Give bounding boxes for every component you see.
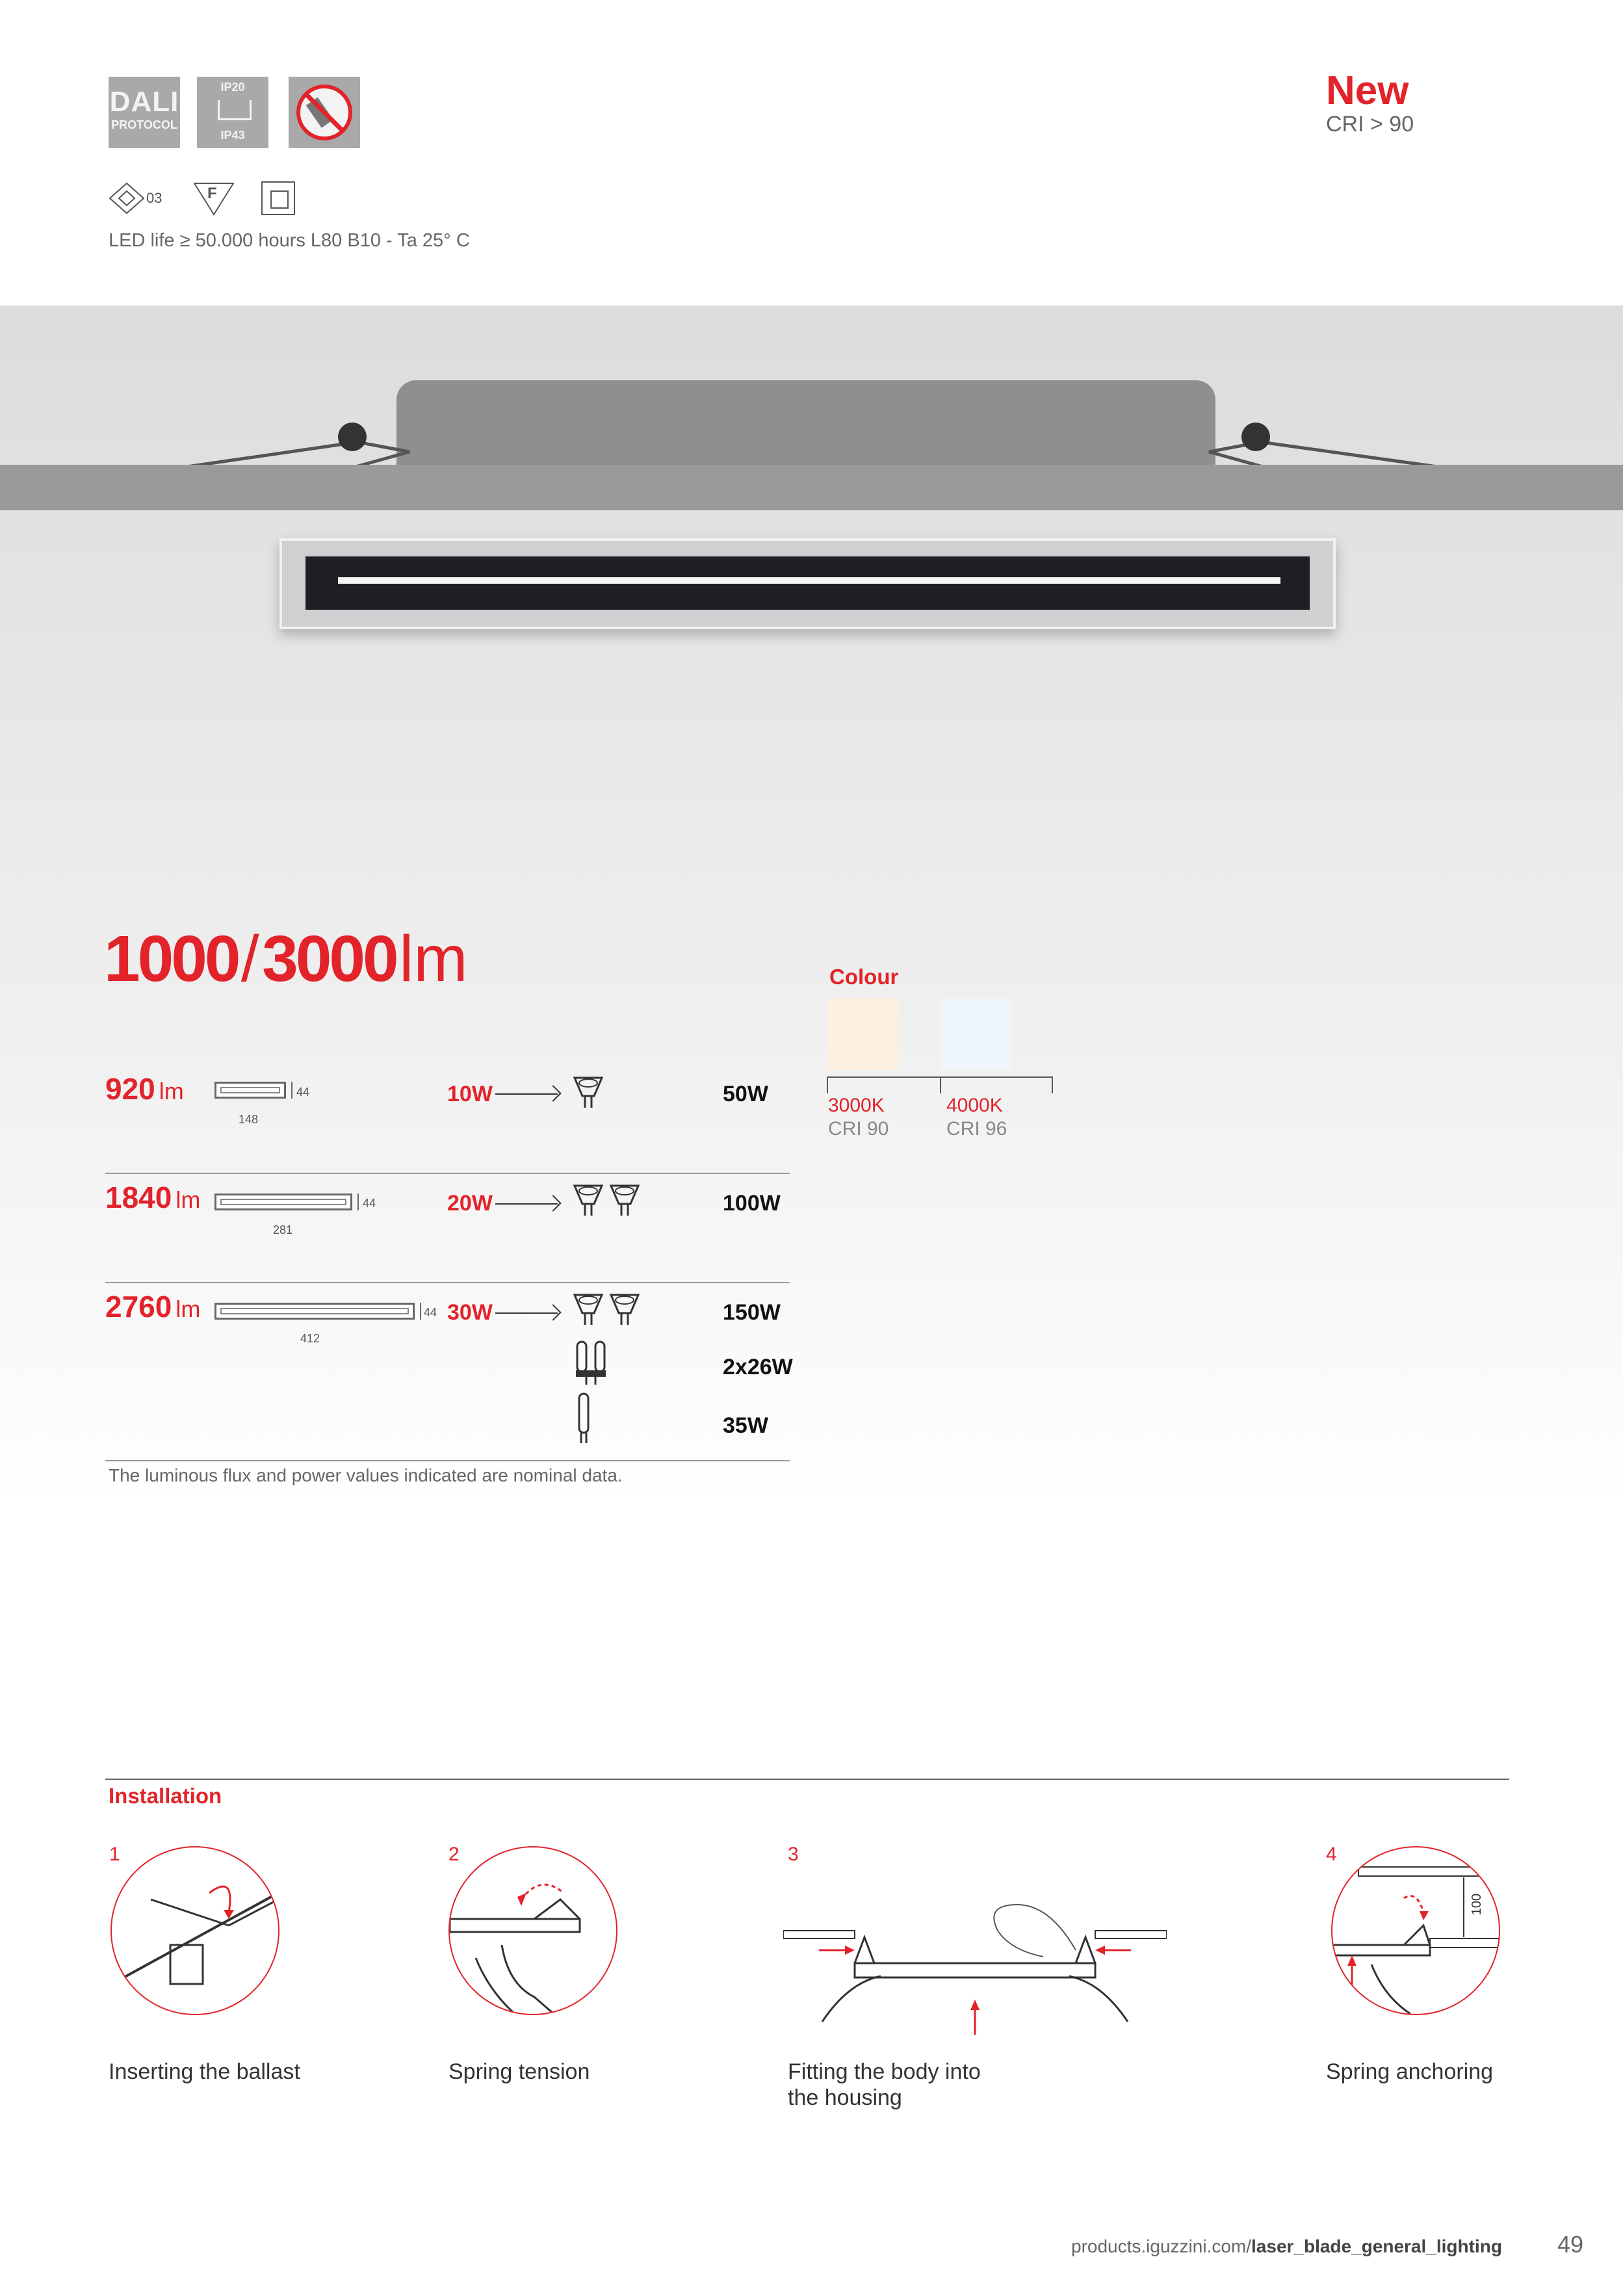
inner-square	[270, 190, 289, 209]
step4-label: Spring anchoring	[1326, 2059, 1494, 2084]
row3-height-tick	[420, 1303, 421, 1320]
row1-power: 10W	[447, 1082, 493, 1106]
lumen-low: 1000	[104, 922, 239, 995]
enec-number: 03	[146, 190, 162, 206]
step1-illustration	[110, 1846, 279, 2015]
temp-3000k: 3000K	[828, 1095, 885, 1116]
row1-lumen-unit: lm	[159, 1078, 184, 1104]
dali-protocol-text: PROTOCOL	[111, 118, 177, 131]
ceiling-section	[0, 465, 1623, 510]
row-divider-2	[105, 1282, 790, 1283]
swatch-4000k	[940, 998, 1011, 1070]
row2-dimension-drawing	[214, 1194, 352, 1210]
step4-dimension: 100	[1470, 1893, 1485, 1916]
enec-icon	[107, 181, 172, 216]
step3-label-line1: Fitting the body into	[788, 2059, 981, 2084]
row2-power: 20W	[447, 1191, 493, 1216]
row1-arrow	[495, 1093, 558, 1095]
cri-3000k: CRI 90	[828, 1118, 889, 1140]
ballast-insert-icon	[112, 1847, 278, 2014]
led-life-text: LED life ≥ 50.000 hours L80 B10 - Ta 25° C	[109, 230, 470, 251]
lumen-range	[104, 922, 468, 997]
row3-length: 412	[300, 1332, 320, 1345]
row2-equivalent: 100W	[723, 1191, 781, 1216]
ip-rating-badge	[197, 77, 268, 148]
row2-lumen-unit: lm	[175, 1186, 201, 1213]
row3-lumen-unit: lm	[175, 1296, 201, 1322]
row2-height-tick	[357, 1194, 359, 1210]
ip20-text: IP20	[220, 81, 245, 94]
footer-url[interactable]	[1071, 2236, 1502, 2257]
ip43-text: IP43	[220, 129, 245, 142]
spring-tension-icon	[450, 1847, 616, 2014]
row1-height-tick	[291, 1082, 292, 1099]
row2-lumen	[105, 1180, 200, 1215]
luminaire-icon	[218, 100, 252, 120]
row3-dimension-drawing	[214, 1303, 415, 1320]
swatch-3000k	[827, 998, 898, 1070]
row2-spotlamp-icons	[572, 1182, 643, 1221]
step1-number: 1	[109, 1844, 120, 1865]
lumen-unit: lm	[399, 922, 468, 995]
row3-equivalent-2: 2x26W	[723, 1355, 793, 1379]
no-insulation-cover-badge	[289, 77, 360, 148]
row-divider-1	[105, 1173, 790, 1174]
step2-illustration	[448, 1846, 617, 2015]
dali-text: DALI	[109, 86, 179, 118]
row1-equivalent: 50W	[723, 1082, 768, 1106]
step4-number: 4	[1326, 1844, 1337, 1865]
row1-lumen-value: 920	[105, 1072, 155, 1106]
row2-arrow	[495, 1203, 558, 1205]
step4-illustration	[1331, 1846, 1500, 2015]
step2-label: Spring tension	[448, 2059, 590, 2084]
dali-badge	[109, 77, 180, 148]
step2-number: 2	[448, 1844, 460, 1865]
step3-illustration	[783, 1866, 1167, 2041]
row1-lumen	[105, 1071, 184, 1106]
f-mark	[192, 181, 236, 217]
row3-height: 44	[424, 1306, 437, 1319]
row1-length: 148	[239, 1113, 259, 1126]
class-ii-icon	[261, 181, 295, 215]
row3-power: 30W	[447, 1300, 493, 1325]
nominal-data-note: The luminous flux and power values indicated are nominal data.	[109, 1465, 623, 1485]
spring-anchoring-icon	[1332, 1847, 1499, 2014]
temp-4000k: 4000K	[946, 1095, 1003, 1116]
lumen-sep: /	[240, 922, 259, 995]
row3-lumen-value: 2760	[105, 1290, 172, 1324]
spring-left	[338, 423, 367, 451]
lumen-high: 3000	[262, 922, 396, 995]
row2-length: 281	[273, 1223, 293, 1236]
row1-spotlamp-icon	[572, 1074, 604, 1113]
row3-spotlamp-icons	[572, 1291, 643, 1330]
enec-mark	[107, 181, 172, 216]
footer-url-prefix: products.iguzzini.com/	[1071, 2236, 1252, 2256]
page-number: 49	[1557, 2231, 1584, 2258]
row1-height: 44	[296, 1086, 310, 1099]
step3-label-line2: the housing	[788, 2085, 902, 2110]
step3-number: 3	[788, 1844, 799, 1865]
row3-metal-halide-icon	[575, 1391, 594, 1444]
colour-tick-3	[1052, 1076, 1053, 1093]
cri-label: CRI > 90	[1326, 112, 1414, 137]
row3-arrow	[495, 1312, 558, 1314]
colour-tick-2	[940, 1076, 941, 1093]
colour-tick-1	[827, 1076, 828, 1093]
footer-url-path: laser_blade_general_lighting	[1251, 2236, 1502, 2256]
no-cover-icon	[289, 77, 360, 148]
row1-dimension-drawing	[214, 1082, 286, 1099]
spring-right	[1241, 423, 1270, 451]
new-label: New	[1326, 68, 1409, 113]
f-letter: F	[207, 185, 217, 202]
row2-lumen-value: 1840	[105, 1181, 172, 1214]
row3-compact-fluorescent-icon	[573, 1339, 612, 1386]
step1-label: Inserting the ballast	[109, 2059, 300, 2084]
row2-height: 44	[363, 1197, 376, 1210]
cri-4000k: CRI 96	[946, 1118, 1007, 1140]
led-strip	[338, 577, 1280, 584]
colour-title: Colour	[829, 965, 899, 989]
row-divider-3	[105, 1460, 790, 1461]
installation-title: Installation	[109, 1784, 222, 1808]
row3-lumen	[105, 1289, 200, 1324]
row3-equivalent-3: 35W	[723, 1413, 768, 1438]
row3-equivalent-1: 150W	[723, 1300, 781, 1325]
installation-divider	[105, 1779, 1509, 1780]
